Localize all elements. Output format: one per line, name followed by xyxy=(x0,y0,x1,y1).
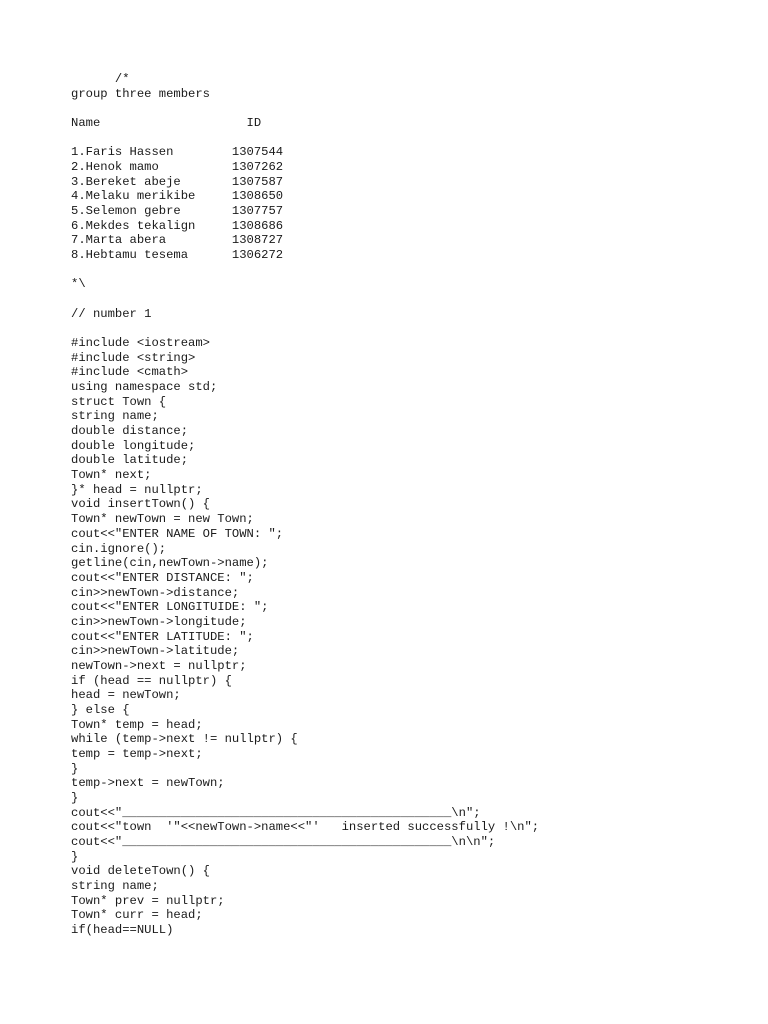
code-line: 3.Bereket abeje 1307587 xyxy=(71,174,284,189)
code-line: Town* temp = head; xyxy=(71,717,203,732)
code-line: 1.Faris Hassen 1307544 xyxy=(71,145,284,160)
code-line: #include <string> xyxy=(71,350,196,365)
code-line: Town* prev = nullptr; xyxy=(71,893,225,908)
code-line: 4.Melaku merikibe 1308650 xyxy=(71,189,284,204)
code-line: } xyxy=(71,790,79,805)
code-line: cin>>newTown->latitude; xyxy=(71,644,240,659)
code-line: getline(cin,newTown->name); xyxy=(71,556,269,571)
code-line xyxy=(71,292,539,307)
code-line xyxy=(71,131,539,146)
code-line: // number 1 xyxy=(71,306,152,321)
code-listing xyxy=(71,72,539,938)
code-line: string name; xyxy=(71,878,159,893)
code-line: cout<<"_____________________________________________\n"; xyxy=(71,805,481,820)
code-line: Name ID xyxy=(71,116,262,131)
code-line: temp->next = newTown; xyxy=(71,776,225,791)
code-line: string name; xyxy=(71,409,159,424)
code-line: group three members xyxy=(71,86,210,101)
code-line: double longitude; xyxy=(71,438,196,453)
code-line: } xyxy=(71,849,79,864)
code-line: cout<<"town '"<<newTown->name<<"' inserted successfully !\n"; xyxy=(71,820,540,835)
code-line: temp = temp->next; xyxy=(71,746,203,761)
code-line xyxy=(71,321,539,336)
code-line: double latitude; xyxy=(71,453,189,468)
code-line: 8.Hebtamu tesema 1306272 xyxy=(71,248,284,263)
code-line: }* head = nullptr; xyxy=(71,482,203,497)
code-line: /* xyxy=(71,72,130,86)
code-line xyxy=(71,263,539,278)
code-line: #include <iostream> xyxy=(71,336,210,351)
code-line: } else { xyxy=(71,702,130,717)
code-line: cout<<"ENTER LONGITUIDE: "; xyxy=(71,600,269,615)
code-line: head = newTown; xyxy=(71,688,181,703)
code-line: if (head == nullptr) { xyxy=(71,673,232,688)
code-line: newTown->next = nullptr; xyxy=(71,658,247,673)
code-line: cout<<"_____________________________________________\n\n"; xyxy=(71,834,496,849)
code-line xyxy=(71,101,539,116)
code-line: void insertTown() { xyxy=(71,497,210,512)
code-line: while (temp->next != nullptr) { xyxy=(71,732,298,747)
code-line: *\ xyxy=(71,277,86,292)
code-line: cout<<"ENTER LATITUDE: "; xyxy=(71,629,254,644)
code-line: } xyxy=(71,761,79,776)
code-line: cin.ignore(); xyxy=(71,541,167,556)
code-line: Town* next; xyxy=(71,468,152,483)
code-line: 2.Henok mamo 1307262 xyxy=(71,160,284,175)
code-line: 7.Marta abera 1308727 xyxy=(71,233,284,248)
code-line: cin>>newTown->distance; xyxy=(71,585,240,600)
code-line: #include <cmath> xyxy=(71,365,189,380)
code-line: 5.Selemon gebre 1307757 xyxy=(71,204,284,219)
code-line: Town* newTown = new Town; xyxy=(71,512,254,527)
code-line: void deleteTown() { xyxy=(71,864,210,879)
code-line: double distance; xyxy=(71,424,189,439)
code-line: Town* curr = head; xyxy=(71,908,203,923)
code-line: using namespace std; xyxy=(71,380,218,395)
code-line: cin>>newTown->longitude; xyxy=(71,614,247,629)
code-line: cout<<"ENTER NAME OF TOWN: "; xyxy=(71,526,284,541)
code-line: struct Town { xyxy=(71,394,167,409)
code-line: cout<<"ENTER DISTANCE: "; xyxy=(71,570,254,585)
code-line: 6.Mekdes tekalign 1308686 xyxy=(71,218,284,233)
code-line: if(head==NULL) xyxy=(71,922,174,937)
